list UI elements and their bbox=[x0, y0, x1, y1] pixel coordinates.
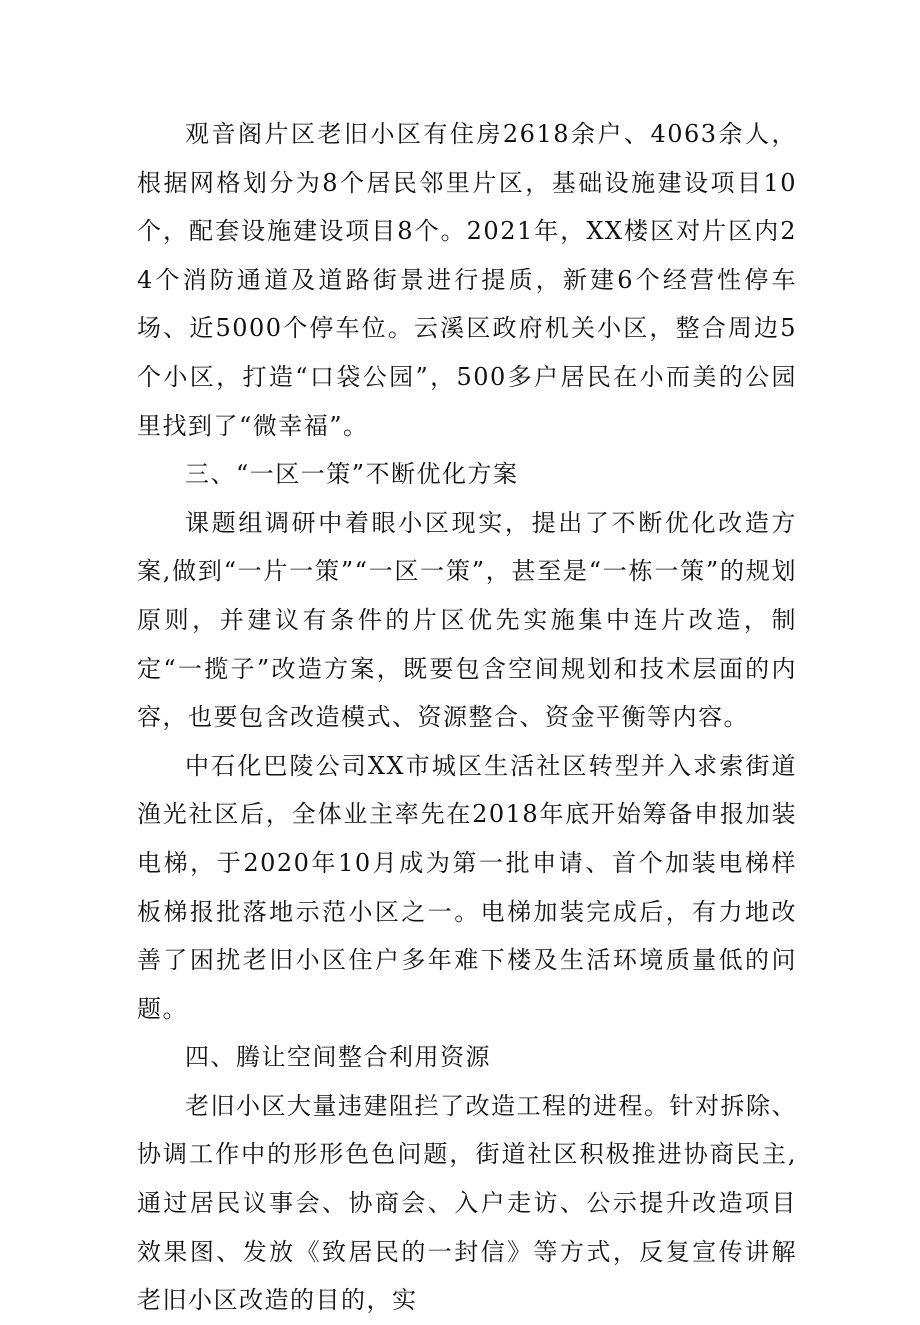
paragraph-elevator: 中石化巴陵公司XX市城区生活社区转型并入求索街道渔光社区后，全体业主率先在2018年底开始筹备申报加装电梯，于2020年10月成为第一批申请、首个加装电梯样板梯报批落地示范小区之一。电梯加装完成后，有力地改善了困扰老旧小区住户多年难下楼及生活环境质量低的问题。 bbox=[137, 751, 797, 1023]
document-body bbox=[137, 110, 797, 1325]
paragraph-illegal-buildings: 老旧小区大量违建阻拦了改造工程的进程。针对拆除、协调工作中的形形色色问题，街道社区积极推进协商民主,通过居民议事会、协商会、入户走访、公示提升改造项目效果图、发放《致居民的一封信》等方式，反复宣传讲解老旧小区改造的目的，实 bbox=[137, 1091, 797, 1315]
paragraph-guanyinge: 观音阁片区老旧小区有住房2618余户、4063余人，根据网格划分为8个居民邻里片区，基础设施建设项目10个，配套设施建设项目8个。2021年，XX楼区对片区内24个消防通道及道路街景进行提质，新建6个经营性停车场、近5000个停车位。云溪区政府机关小区，整合周边5个小区，打造“口袋公园”，500多户居民在小而美的公园里找到了“微幸福”。 bbox=[137, 120, 797, 440]
section-heading-three: 三、“一区一策”不断优化方案 bbox=[185, 460, 519, 489]
paragraph-research-group: 课题组调研中着眼小区现实，提出了不断优化改造方案,做到“一片一策”“一区一策”，甚至是“一栋一策”的规划原则，并建议有条件的片区优先实施集中连片改造，制定“一揽子”改造方案，既要包含空间规划和技术层面的内容，也要包含改造模式、资源整合、资金平衡等内容。 bbox=[137, 508, 797, 732]
section-heading-four: 四、腾让空间整合利用资源 bbox=[185, 1043, 491, 1072]
